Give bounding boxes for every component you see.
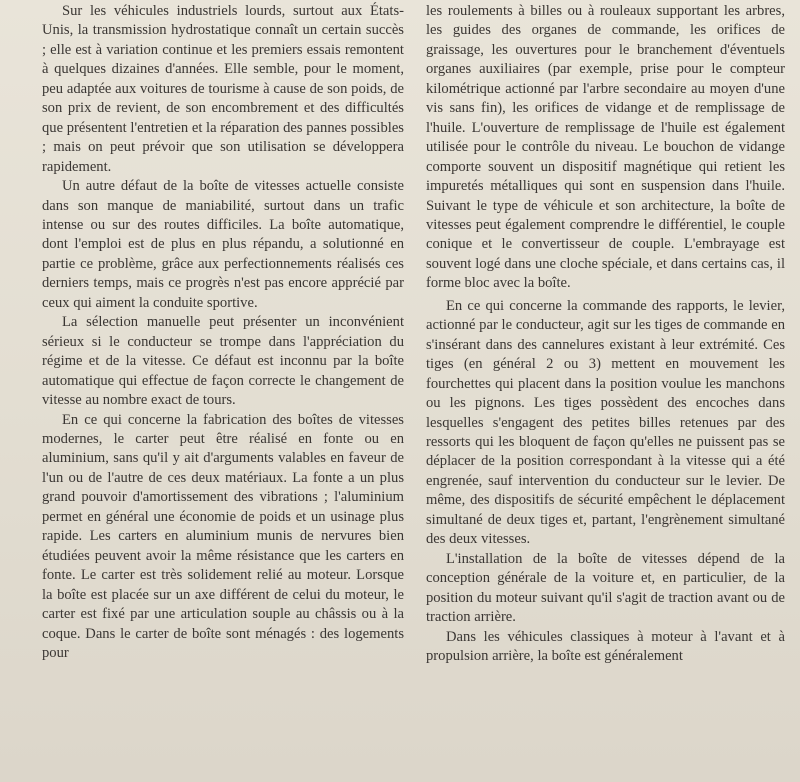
- paragraph-hydrostatic: Sur les véhicules industriels lourds, surtout aux États-Unis, la transmission hydrostatique connaît un certain succès ; elle est à variation continue et les premiers essais remontent à quelques dizaines d'années. Elle semble, pour le moment, peu adaptée aux voitures de tourisme à cause de son poids, de son prix de revient, de son encombrement et des difficultés que présentent l'entretien et la réparation des pannes possibles ; mais on peut prévoir que son utilisation se développera rapidement.: [42, 3, 404, 175]
- left-column: [42, 2, 404, 663]
- paragraph-housings-continued: les roulements à billes ou à rouleaux supportant les arbres, les guides des organes de commande, les orifices de graissage, les ouvertures pour le branchement d'éventuels organes auxiliaires (par exemple, prise pour le compteur kilométrique actionné par l'arbre secondaire au moyen d'une vis sans fin), les orifices de vidange et de remplissage de l'huile. L'ouverture de remplissage de l'huile est également utilisée pour le contrôle du niveau. Le bouchon de vidange comporte souvent un dispositif magnétique qui retient les impuretés métalliques qui sont en suspension dans l'huile. Suivant le type de véhicule et son architecture, la boîte de vitesses peut également comprendre le différentiel, le couple conique et le convertisseur de couple. L'embrayage est souvent logé dans une cloche spéciale, et dans certains cas, il forme bloc avec la boîte.: [426, 3, 785, 292]
- paragraph-fabrication: En ce qui concerne la fabrication des boîtes de vitesses modernes, le carter peut être réalisé en fonte ou en aluminium, sans qu'il y ait d'arguments valables en faveur de l'un ou de l'autre de ces deux matériaux. La fonte a un plus grand pouvoir d'amortissement des vibrations ; l'aluminium permet en général une économie de poids et un usinage plus rapide. Les carters en aluminium munis de nervures bien étudiées peuvent avoir la même résistance que les carters en fonte. Le carter est très solidement relié au moteur. Lorsque la boîte est placée sur un axe différent de celui du moteur, le carter est fixé par une articulation souple au châssis ou à la coque. Dans le carter de boîte sont ménagés : des logements pour: [42, 411, 404, 661]
- paragraph-gear-control: En ce qui concerne la commande des rapports, le levier, actionné par le conducteur, agit sur les tiges de commande en s'insérant dans des cannelures existant à leur extrémité. Ces tiges (en général 2 ou 3) mettent en mouvement les fourchettes qui placent dans la position voulue les manchons ou les pignons. Les tiges possèdent des encoches dans lesquelles s'engagent des petites billes retenues par des ressorts qui les bloquent de façon qu'elles ne puissent pas se déplacer de la position correspondant à la vitesse qui a été engrenée, sauf intervention du conducteur sur le levier. De même, des dispositifs de sécurité empêchent le déplacement simultané de deux tiges et, partant, l'engrènement simultané des deux vitesses.: [426, 297, 785, 548]
- paragraph-classic-vehicles: Dans les véhicules classiques à moteur à l'avant et à propulsion arrière, la boîte est généralement: [426, 628, 785, 664]
- paragraph-maniability: Un autre défaut de la boîte de vitesses actuelle consiste dans son manque de maniabilité, surtout dans un trafic intense ou sur des routes difficiles. La boîte automatique, dont l'emploi est de plus en plus répandu, a solutionné en partie ce problème, grâce aux perfectionnements réalisés ces derniers temps, mais ce progrès n'est pas encore apprécié par ceux qui aiment la conduite sportive.: [42, 178, 404, 311]
- paragraph-installation: L'installation de la boîte de vitesses dépend de la conception générale de la voiture et, en particulier, de la position du moteur suivant qu'il s'agit de traction avant ou de traction arrière.: [426, 550, 785, 626]
- right-column: [426, 2, 785, 666]
- paragraph-manual-selection: La sélection manuelle peut présenter un inconvénient sérieux si le conducteur se trompe dans l'appréciation du régime et de la vitesse. Ce défaut est inconnu par la boîte automatique qui effectue de façon correcte le changement de vitesse au nombre exact de tours.: [42, 314, 404, 409]
